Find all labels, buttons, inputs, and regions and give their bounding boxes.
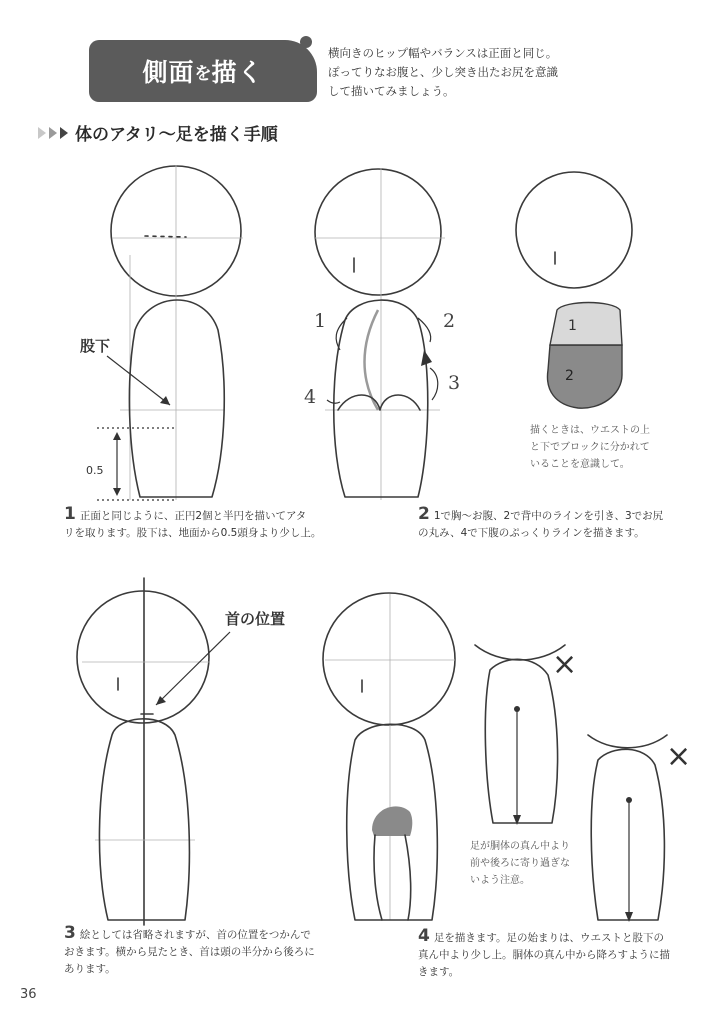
caption-line: おきます。横から見たとき、首は頭の半分から後ろに [64,946,315,958]
step-number: 1 [64,504,76,524]
step-number: 4 [418,926,430,946]
caption-line: 絵としては省略されますが、首の位置をつかんで [79,929,311,941]
stroke-number-3: 3 [448,372,461,394]
stroke-number-2: 2 [443,310,456,332]
figure-2-sketch [315,168,445,500]
note-line: 前や後ろに寄り過ぎな [470,858,570,869]
ratio-label: 0.5 [86,464,104,477]
figure-3-sketch [77,578,230,925]
stroke-number-4: 4 [304,386,317,408]
page-number: 36 [20,987,37,1002]
step-4-caption [418,928,708,981]
step-1-caption [64,506,354,542]
crotch-label: 股下 [80,337,111,355]
title-text-a: 側面 [142,58,195,87]
figure-4-sketch [323,593,455,920]
block-number-2: 2 [565,368,574,384]
figure-blocks-sketch [516,172,632,408]
step-number: 2 [418,504,430,524]
block-number-1: 1 [568,318,577,334]
caption-line: 正面と同じように、正円2個と半円を描いてアタ [79,510,307,522]
legs-note [470,838,570,889]
caption-line: きます。 [418,966,460,978]
figure-1-sketch [97,165,243,500]
step-3-caption [64,925,364,978]
intro-line: 横向きのヒップ幅やバランスは正面と同じ。 [328,46,558,60]
intro-line: して描いてみましょう。 [328,84,455,98]
wrong-mark-icon: × [552,647,578,682]
title-particle: を [194,63,212,84]
caption-line: あります。 [64,963,116,975]
note-line: 足が胴体の真ん中より [470,841,570,852]
note-line: と下でブロックに分かれて [530,442,650,453]
step-number: 3 [64,923,76,943]
neck-position-label: 首の位置 [225,610,286,628]
blocks-note [530,422,650,473]
note-line: いよう注意。 [470,875,530,886]
note-line: いることを意識して。 [530,459,630,470]
stroke-number-1: 1 [314,310,327,332]
step-2-caption [418,506,708,542]
wrong-mark-icon: × [666,739,692,774]
title-text-b: 描く [211,58,264,87]
caption-line: 真ん中より少し上。胴体の真ん中から降ろすように描 [418,949,670,961]
caption-line: 1で胸～お腹、2で背中のラインを引き、3でお尻 [433,510,664,522]
section-heading-text: 体のアタリ～足を描く手順 [75,125,278,145]
caption-line: の丸み、4で下腹のぷっくりラインを描きます。 [418,527,645,539]
caption-line: 足を描きます。足の始まりは、ウエストと股下の [433,932,665,944]
note-line: 描くときは、ウエストの上 [530,425,650,436]
intro-line: ぽってりなお腹と、少し突き出たお尻を意識 [328,65,558,79]
caption-line: リを取ります。股下は、地面から0.5頭身より少し上。 [64,527,322,539]
